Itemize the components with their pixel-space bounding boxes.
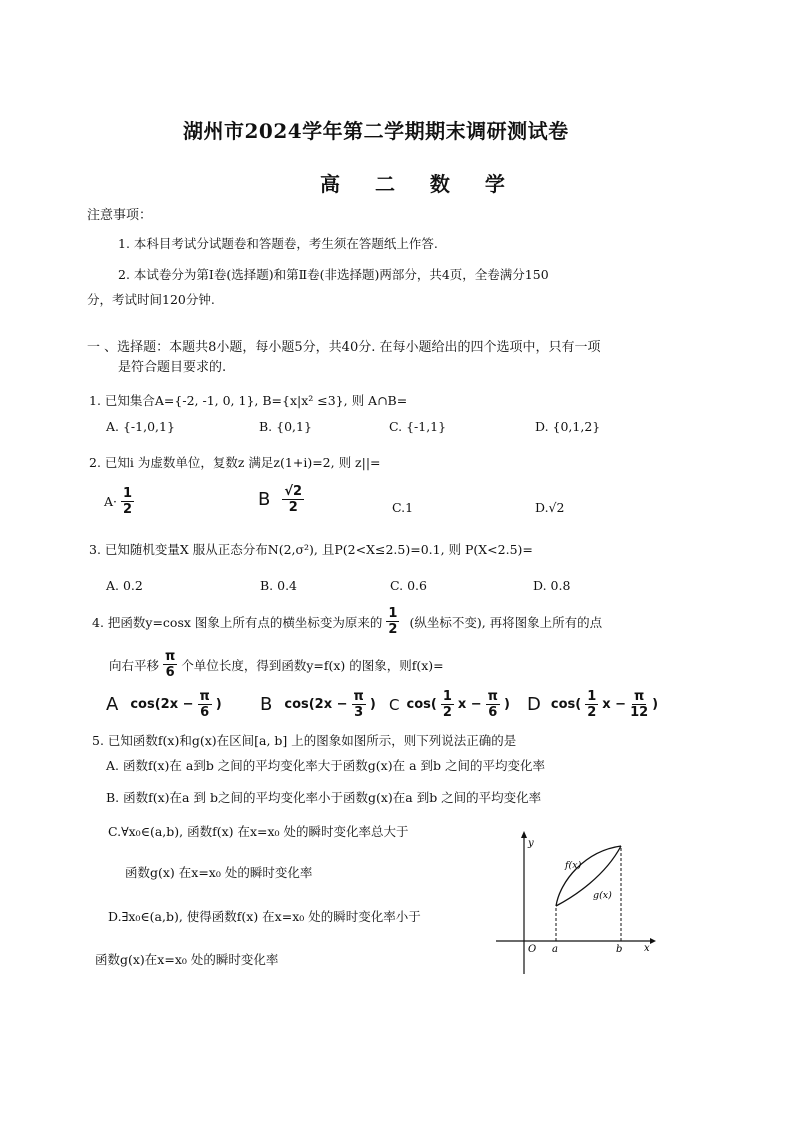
- q2-option-a-fraction: [121, 487, 134, 516]
- q4-line2-frac-num: π: [165, 649, 176, 664]
- section-heading-line1: 一 、选择题：本题共8小题，每小题5分，共40分. 在每小题给出的四个选项中，只有一项: [87, 340, 601, 355]
- q4-stem-frac-den: 2: [388, 622, 398, 637]
- q5-option-b: B. 函数f(x)在a 到 b之间的平均变化率小于函数g(x)在a 到b 之间的平均变化率: [106, 790, 542, 805]
- q4-stem: [92, 607, 602, 636]
- q4-a-fraction: [198, 690, 212, 719]
- exam-title: 湖州市2024学年第二学期期末调研测试卷: [183, 119, 569, 143]
- q1-option-b: B. {0,1}: [259, 419, 312, 434]
- q4-a-post: ): [215, 697, 222, 712]
- q5-stem: 5. 已知函数f(x)和g(x)在区间[a, b] 上的图象如图所示，则下列说法正确的是: [92, 733, 517, 748]
- exam-subtitle: 高 二 数 学: [320, 172, 519, 196]
- q4-option-c-label: C: [389, 695, 400, 714]
- q4-d-fraction-1: [585, 690, 598, 719]
- q4-b-post: ): [369, 697, 376, 712]
- q4-c-num1: 1: [442, 689, 452, 704]
- q2-option-d: D.√2: [535, 500, 565, 515]
- q4-c-fraction-2: [486, 690, 500, 719]
- q4-d-den1: 2: [587, 705, 597, 720]
- q3-stem: 3. 已知随机变量X 服从正态分布N(2,σ²), 且P(2<X≤2.5)=0.1, 则 P(X<2.5)=: [89, 542, 533, 557]
- x-axis-arrow-icon: [650, 938, 656, 944]
- notes-item-1: 1. 本科目考试分试题卷和答题卷，考生须在答题纸上作答.: [118, 236, 438, 251]
- q2-stem: 2. 已知i 为虚数单位，复数z 满足z(1+i)=2, 则 z||=: [89, 455, 381, 470]
- q1-option-c: C. {-1,1}: [389, 419, 447, 434]
- q2-option-b-fraction: [282, 485, 304, 514]
- q4-d-den2: 12: [630, 705, 649, 720]
- q4-line2-pre: 向右平移: [109, 657, 160, 673]
- y-axis-label: y: [528, 838, 534, 849]
- q2-option-a: [104, 487, 134, 516]
- q4-stem-frac-num: 1: [388, 606, 398, 621]
- q4-line2-frac-den: 6: [165, 665, 175, 680]
- q4-option-a-label: A: [106, 694, 119, 715]
- q4-a-pre: cos(2x −: [130, 697, 194, 712]
- q4-stem-fraction: [386, 607, 399, 636]
- q4-d-num2: π: [633, 689, 645, 704]
- q4-a-den: 6: [200, 705, 210, 720]
- q2-option-b-label: B: [258, 489, 271, 510]
- q4-line2-post: 个单位长度，得到函数y=f(x) 的图象，则f(x)=: [181, 657, 444, 673]
- q4-c-mid: x −: [457, 697, 482, 712]
- q4-line2-fraction: [163, 650, 177, 679]
- function-graph: [490, 826, 660, 978]
- q3-option-b: B. 0.4: [260, 578, 298, 593]
- q2-b-den: 2: [288, 500, 298, 515]
- q4-option-a: [106, 690, 222, 719]
- q4-stem-pre: 4. 把函数y=cosx 图象上所有点的横坐标变为原来的: [92, 614, 383, 630]
- q4-b-pre: cos(2x −: [284, 697, 348, 712]
- q4-d-num1: 1: [587, 689, 597, 704]
- q2-option-c: C.1: [392, 500, 414, 515]
- q4-b-den: 3: [354, 705, 364, 720]
- q4-a-num: π: [199, 689, 210, 704]
- q2-option-a-label: A·: [104, 494, 118, 509]
- q5-option-d-line1: D.∃x₀∈(a,b), 使得函数f(x) 在x=x₀ 处的瞬时变化率小于: [108, 909, 421, 924]
- q4-c-pre: cos(: [406, 697, 437, 712]
- notes-item-2-line1: 2. 本试卷分为第Ⅰ卷(选择题)和第Ⅱ卷(非选择题)两部分，共4页，全卷满分150: [118, 267, 549, 282]
- q4-c-num2: π: [487, 689, 498, 704]
- q2-b-num: √2: [284, 484, 303, 499]
- q4-option-d: [527, 690, 658, 719]
- q5-option-c-line2: 函数g(x) 在x=x₀ 处的瞬时变化率: [125, 865, 313, 880]
- q5-option-d-line2: 函数g(x)在x=x₀ 处的瞬时变化率: [95, 952, 279, 967]
- q4-option-b: [260, 690, 376, 719]
- g-curve-label: g(x): [593, 890, 612, 901]
- q1-stem: 1. 已知集合A={-2, -1, 0, 1}, B={x|x² ≤3}, 则 A∩B=: [89, 393, 408, 408]
- q4-option-c: [389, 690, 510, 719]
- q1-option-d: D. {0,1,2}: [535, 419, 601, 434]
- a-label: a: [552, 944, 558, 955]
- q4-option-b-label: B: [260, 694, 273, 715]
- q4-c-post: ): [503, 697, 510, 712]
- q4-d-mid: x −: [602, 697, 627, 712]
- origin-label: O: [528, 944, 537, 955]
- q2-option-b: [258, 485, 304, 514]
- q5-option-a: A. 函数f(x)在 a到b 之间的平均变化率大于函数g(x)在 a 到b 之间的平均变化率: [106, 758, 545, 773]
- q4-d-pre: cos(: [550, 697, 582, 712]
- q4-option-d-label: D: [527, 694, 541, 715]
- q4-c-den1: 2: [442, 705, 452, 720]
- q4-d-fraction-2: [630, 690, 648, 719]
- q2-a-den: 2: [123, 502, 133, 517]
- q4-c-den2: 6: [488, 705, 498, 720]
- f-curve-label: f(x): [565, 860, 582, 871]
- section-heading-line2: 是符合题目要求的.: [118, 360, 227, 375]
- b-label: b: [616, 944, 623, 955]
- x-axis-label: x: [644, 943, 650, 954]
- q4-stem-line2: [109, 650, 444, 679]
- q4-b-fraction: [352, 690, 366, 719]
- q3-option-a: A. 0.2: [106, 578, 143, 593]
- q5-option-c-line1: C.∀x₀∈(a,b), 函数f(x) 在x=x₀ 处的瞬时变化率总大于: [108, 824, 409, 839]
- notes-heading: 注意事项：: [87, 208, 153, 223]
- q4-b-num: π: [353, 689, 364, 704]
- q4-c-fraction-1: [441, 690, 454, 719]
- q3-option-d: D. 0.8: [533, 578, 571, 593]
- q3-option-c: C. 0.6: [390, 578, 427, 593]
- notes-item-2-line2: 分，考试时间120分钟.: [87, 292, 215, 307]
- q2-a-num: 1: [123, 486, 133, 501]
- q4-d-post: ): [652, 697, 659, 712]
- q1-option-a: A. {-1,0,1}: [106, 419, 175, 434]
- q4-stem-post: (纵坐标不变), 再将图象上所有的点: [409, 614, 603, 630]
- y-axis-arrow-icon: [521, 831, 527, 838]
